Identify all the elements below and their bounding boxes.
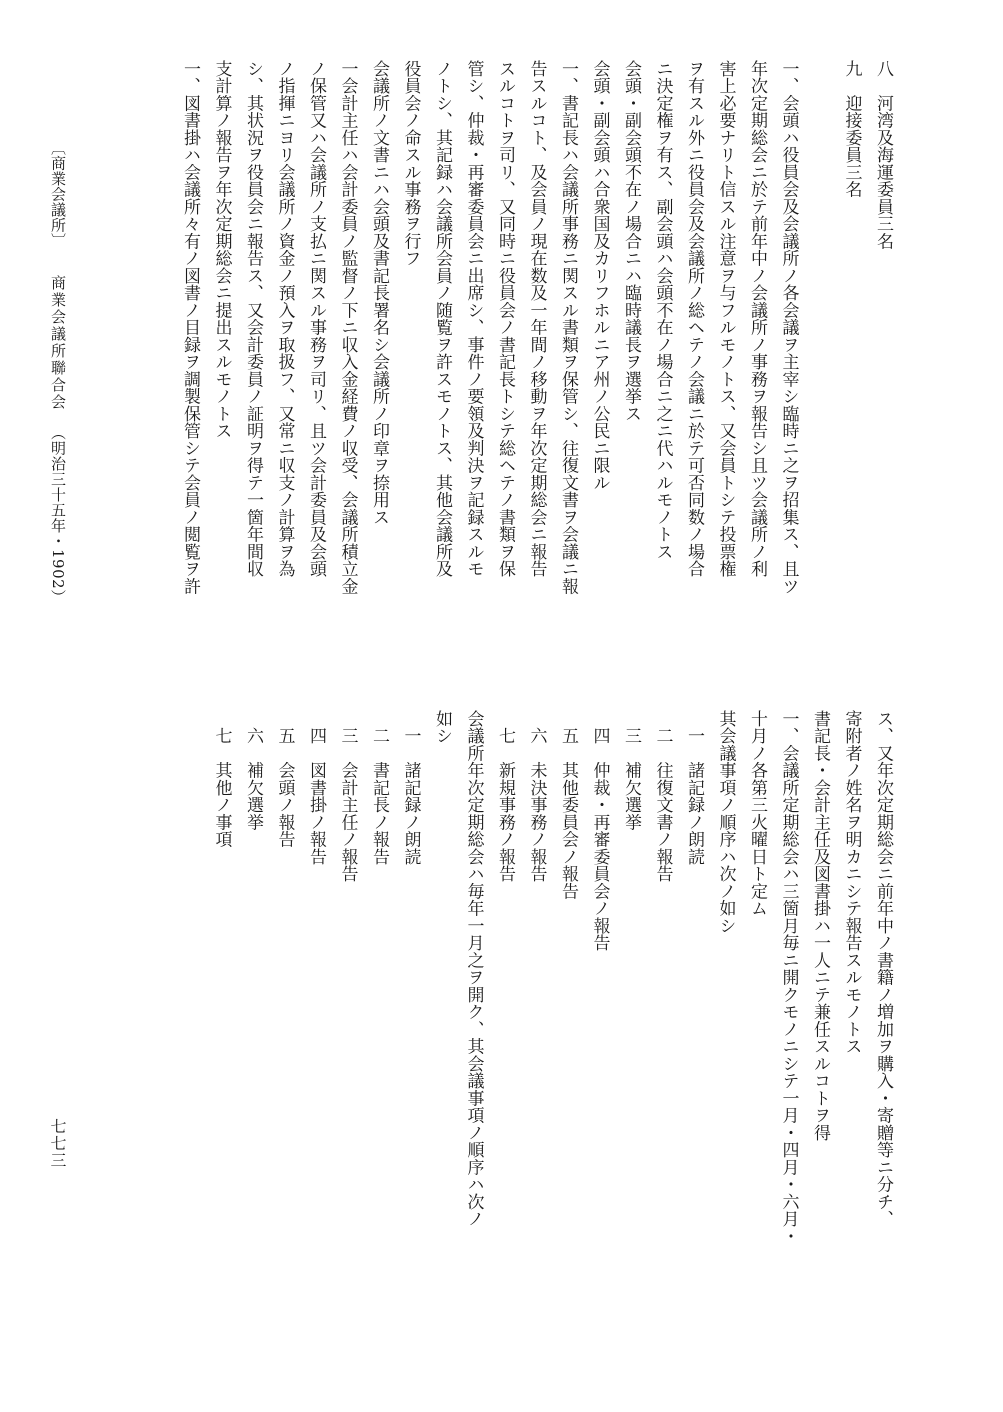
text-column: 四 仲裁・再審委員会ノ報告 <box>589 710 610 952</box>
text-column: 会議所年次定期総会ハ毎年一月之ヲ開ク、其会議事項ノ順序ハ次ノ <box>463 710 484 1228</box>
text-column: 一、図書掛ハ会議所々有ノ図書ノ目録ヲ調製保管シテ会員ノ閲覧ヲ許 <box>180 60 200 595</box>
publication-date: （明治三十五年・1902） <box>49 424 67 605</box>
text-column: ニ決定権ヲ有ス、副会頭ハ会頭不在ノ場合ニ之ニ代ハルモノトス <box>652 60 673 561</box>
text-column: ノ指揮ニヨリ会議所ノ資金ノ預入ヲ取扱フ、又常ニ収支ノ計算ヲ為 <box>274 60 295 578</box>
text-column: 七 新規事務ノ報告 <box>495 710 515 883</box>
text-column: 三 補欠選挙 <box>621 710 641 831</box>
lower-text-block <box>205 710 898 1245</box>
text-column: 害上必要ナリト信スル注意ヲ与フルモノトス、又会員トシテ投票権 <box>715 60 736 578</box>
text-column: 五 会頭ノ報告 <box>274 710 295 848</box>
text-column: 一 諸記録ノ朗読 <box>684 710 704 866</box>
text-column: 其会議事項ノ順序ハ次ノ如シ <box>715 710 736 935</box>
text-column: 七 其他ノ事項 <box>211 710 232 848</box>
section-label: 〔商業会議所〕 <box>49 140 67 249</box>
text-column: 役員会ノ命スル事務ヲ行フ <box>400 60 421 267</box>
text-column: 年次定期総会ニ於テ前年中ノ会議所ノ事務ヲ報告シ且ツ会議所ノ利 <box>747 60 767 578</box>
text-column: 一、会議所定期総会ハ三箇月毎ニ開クモノニシテ一月・四月・六月・ <box>778 710 799 1245</box>
text-column: 一、会頭ハ役員会及会議所ノ各会議ヲ主宰シ臨時ニ之ヲ招集ス、且ツ <box>778 60 799 595</box>
text-column <box>804 60 836 595</box>
text-column: 二 往復文書ノ報告 <box>652 710 673 883</box>
text-column: 会議所ノ文書ニハ会頭及書記長署名シ会議所ノ印章ヲ捺用ス <box>369 60 389 526</box>
text-column: 寄附者ノ姓名ヲ明カニシテ報告スルモノトス <box>841 710 862 1055</box>
text-column: 告スルコト、及会員ノ現在数及一年間ノ移動ヲ年次定期総会ニ報告 <box>526 60 547 578</box>
organization-name: 商業会議所聯合会 <box>49 274 67 411</box>
text-column: 管シ、仲裁・再審委員会ニ出席シ、事件ノ要領及判決ヲ記録スルモ <box>463 60 484 578</box>
text-column: 九 迎接委員三名 <box>841 60 862 198</box>
text-column: 会頭・副会頭ハ合衆国及カリフホルニア州ノ公民ニ限ル <box>589 60 610 492</box>
text-column: 一 諸記録ノ朗読 <box>400 710 421 866</box>
text-column: 十月ノ各第三火曜日ト定ム <box>747 710 767 917</box>
text-column: 如シ <box>432 710 452 745</box>
text-column: 会頭・副会頭不在ノ場合ニハ臨時議長ヲ選挙ス <box>621 60 641 423</box>
text-column: 二 書記長ノ報告 <box>369 710 389 866</box>
text-column: 六 未決事務ノ報告 <box>526 710 547 883</box>
text-column: 四 図書掛ノ報告 <box>306 710 326 866</box>
text-column: 書記長・会計主任及図書掛ハ一人ニテ兼任スルコトヲ得 <box>810 710 830 1142</box>
text-column: 一会計主任ハ会計委員ノ監督ノ下ニ収入金経費ノ収受、会議所積立金 <box>337 60 358 595</box>
page-number: 七七三 <box>48 1118 67 1169</box>
text-column: 一、書記長ハ会議所事務ニ関スル書類ヲ保管シ、往復文書ヲ会議ニ報 <box>558 60 578 595</box>
text-column: ヲ有スル外ニ役員会及会議所ノ総ヘテノ会議ニ於テ可否同数ノ場合 <box>684 60 704 578</box>
text-column: ス、又年次定期総会ニ前年中ノ書籍ノ増加ヲ購入・寄贈等ニ分チ、 <box>873 710 893 1228</box>
text-column: 五 其他委員会ノ報告 <box>558 710 578 900</box>
running-header <box>46 140 70 700</box>
text-column: 三 会計主任ノ報告 <box>337 710 358 883</box>
upper-text-block <box>174 60 899 595</box>
text-column: シ、其状況ヲ役員会ニ報告ス、又会計委員ノ証明ヲ得テ一箇年間収 <box>243 60 263 578</box>
text-column: スルコトヲ司リ、又同時ニ役員会ノ書記長トシテ総ヘテノ書類ヲ保 <box>495 60 515 578</box>
text-column: 六 補欠選挙 <box>243 710 263 831</box>
text-column: 支計算ノ報告ヲ年次定期総会ニ提出スルモノトス <box>211 60 232 440</box>
text-column: 八 河湾及海運委員三名 <box>873 60 893 250</box>
text-column: ノトシ、其記録ハ会議所会員ノ随覧ヲ許スモノトス、其他会議所及 <box>432 60 452 578</box>
text-column: ノ保管又ハ会議所ノ支払ニ関スル事務ヲ司リ、且ツ会計委員及会頭 <box>306 60 326 578</box>
